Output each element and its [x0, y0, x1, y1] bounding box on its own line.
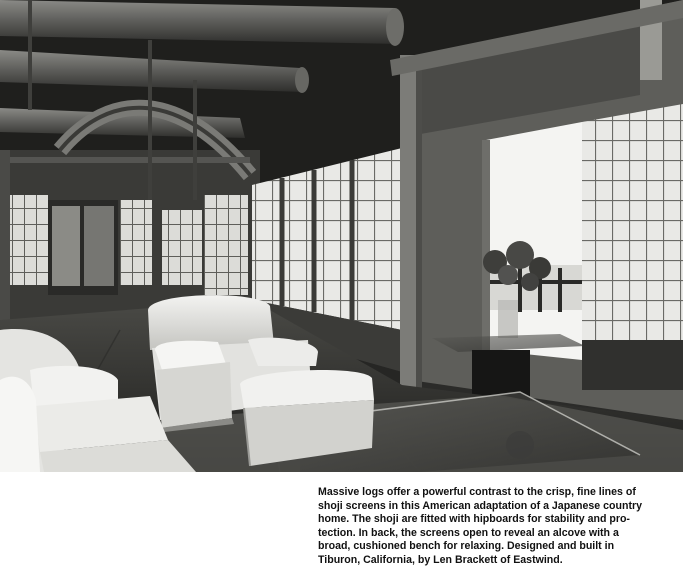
caption-line: shoji screens in this American adaptation of a Japanese country [318, 499, 642, 512]
caption-line: tection. In back, the screens open to reveal an alcove with a [318, 526, 619, 539]
caption-line: Tiburon, California, by Len Brackett of Eastwind. [318, 553, 563, 566]
photo-caption [318, 486, 680, 568]
caption-line: home. The shoji are fitted with hipboards for stability and pro- [318, 513, 630, 526]
caption-line: Massive logs offer a powerful contrast to the crisp, fine lines of [318, 486, 636, 498]
caption-line: broad, cushioned bench for relaxing. Designed and built in [318, 540, 615, 553]
